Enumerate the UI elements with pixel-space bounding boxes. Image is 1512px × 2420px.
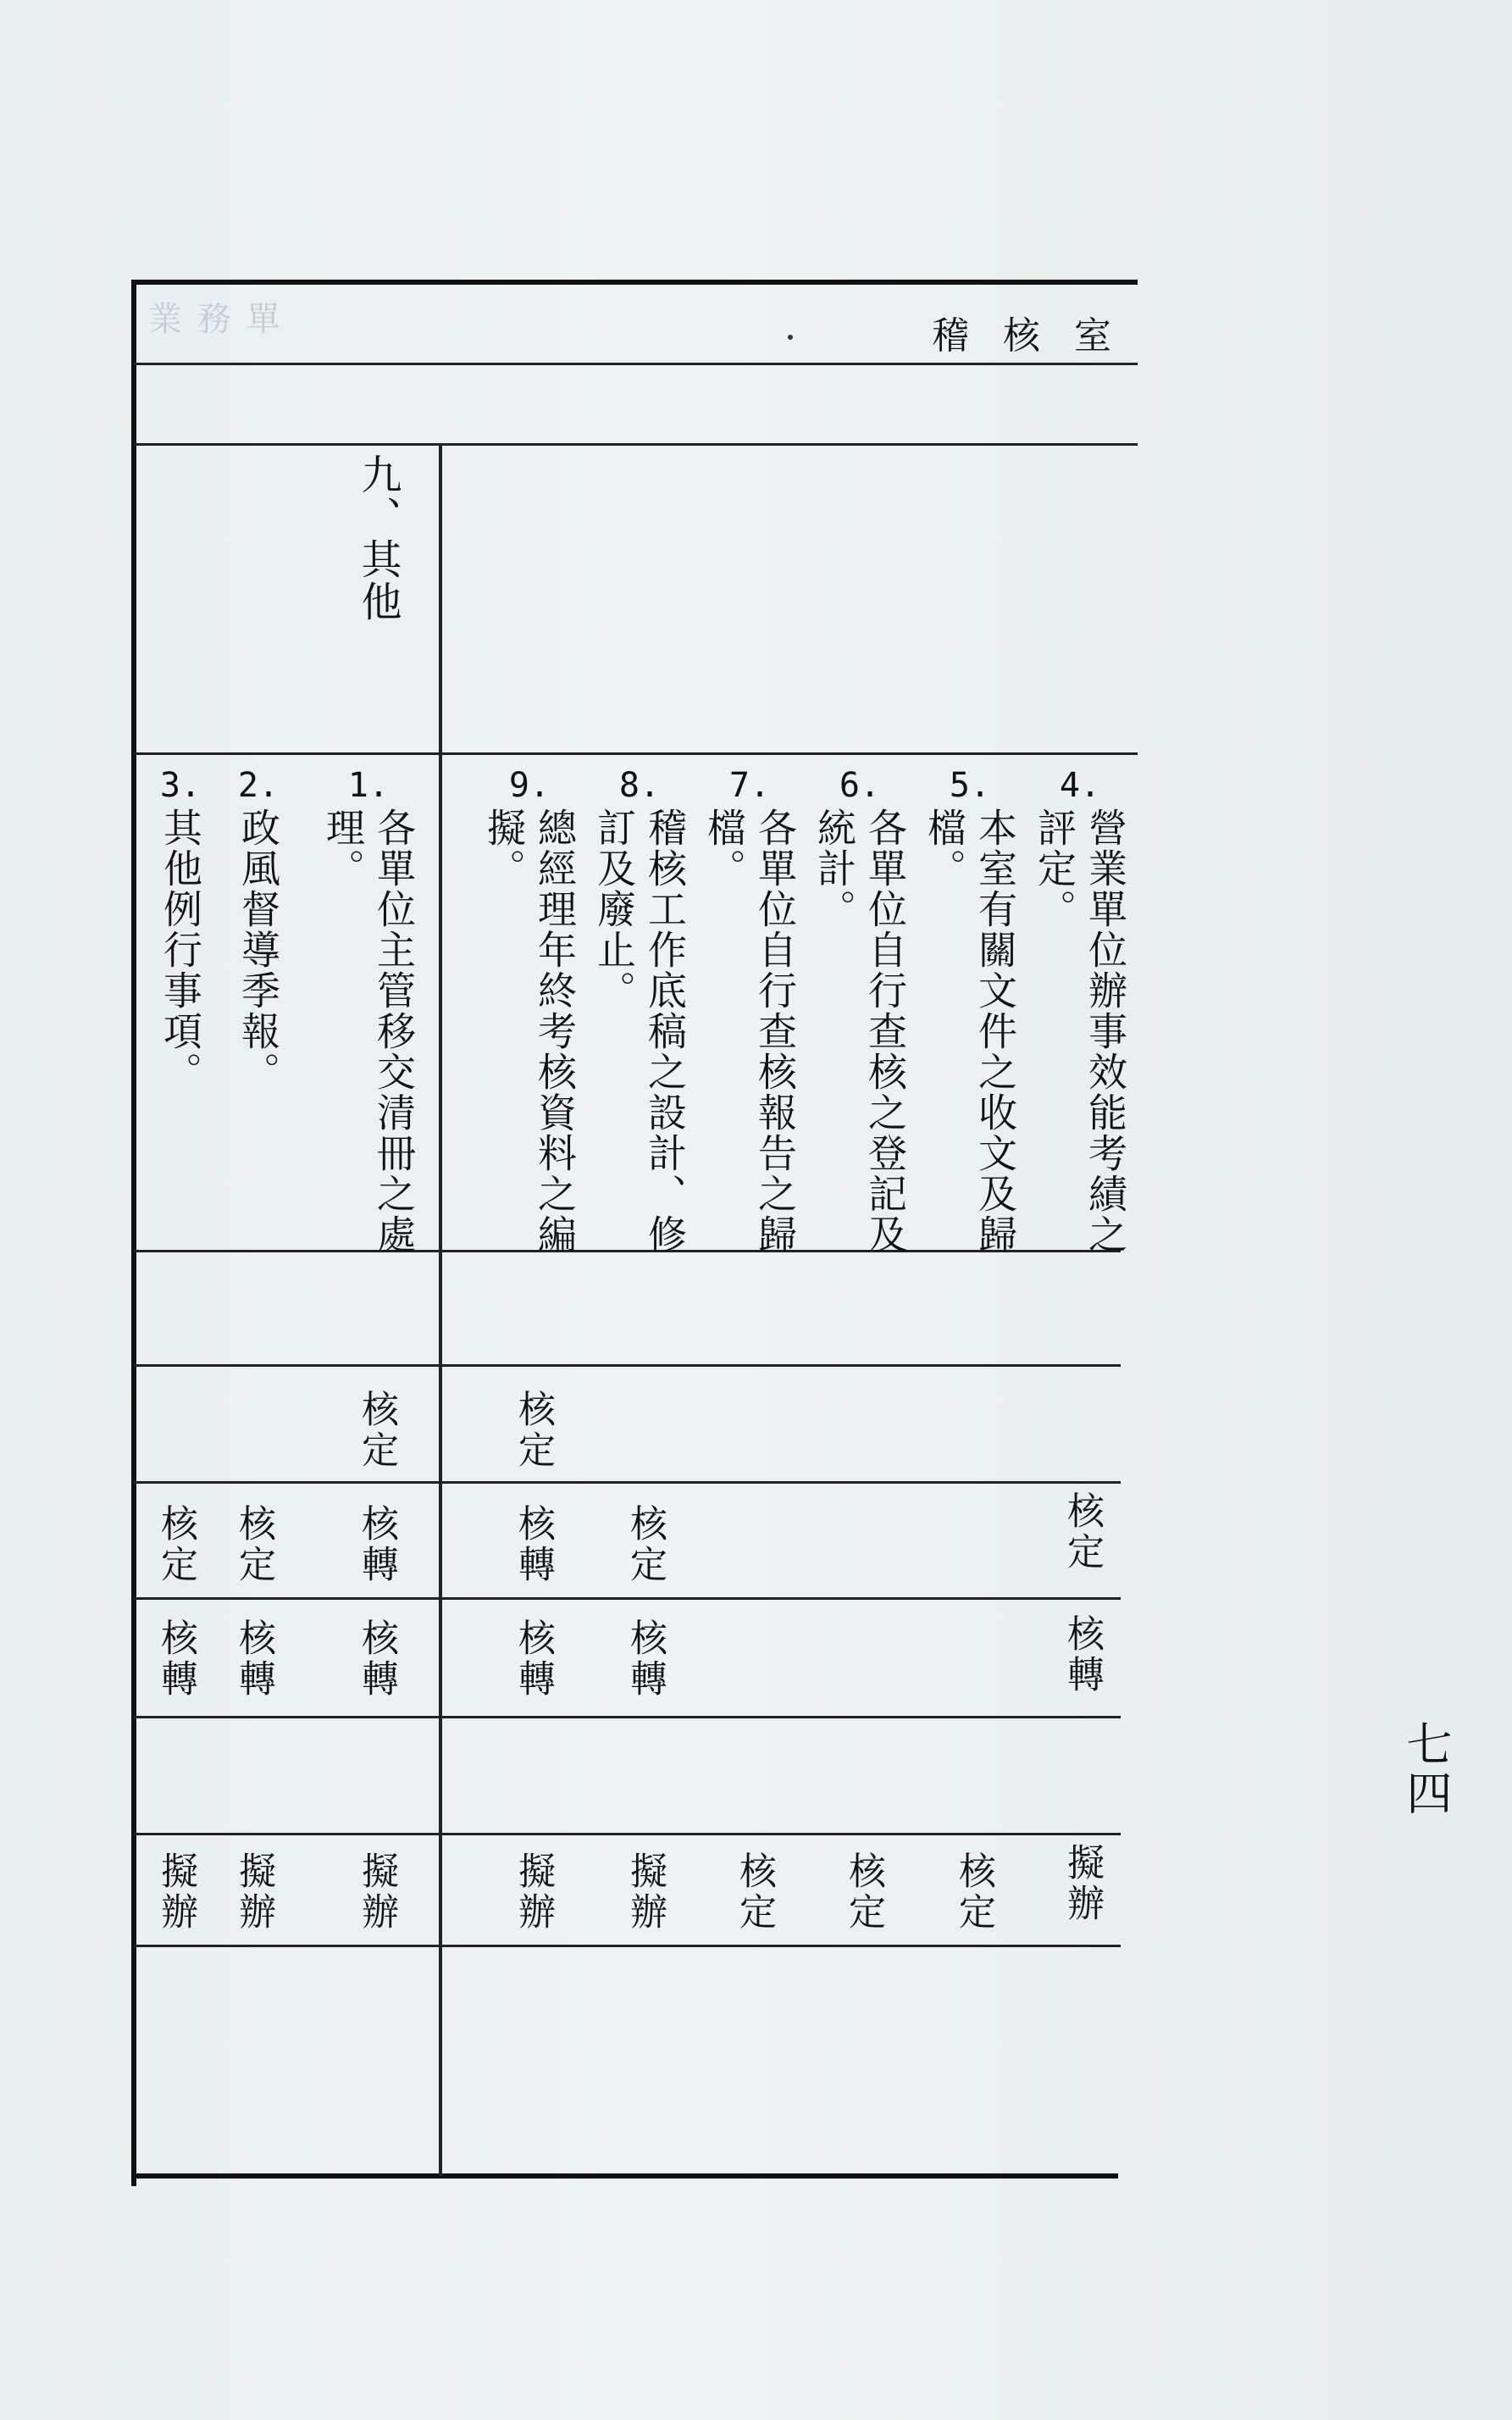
item-text: 其他例行事項。 — [158, 808, 203, 1092]
action-draft: 擬辦 — [623, 1851, 667, 1933]
item-number: 7. — [728, 766, 771, 805]
row-divider — [134, 1364, 1121, 1367]
table-bottom-border — [131, 2173, 1118, 2179]
item-text: 各單位自行查核報告之歸 檔。 — [701, 808, 798, 1255]
action-forward: 核轉 — [232, 1618, 275, 1700]
list-item — [699, 767, 800, 1255]
item-number: 6. — [839, 766, 881, 805]
list-item — [919, 767, 1021, 1255]
action-approve: 核定 — [842, 1851, 885, 1933]
item-text: 總經理年終考核資料之編 擬。 — [481, 808, 578, 1255]
item-text: 本室有關文件之收文及歸 檔。 — [922, 808, 1018, 1255]
action-forward: 核轉 — [512, 1618, 555, 1700]
action-draft: 擬辦 — [355, 1851, 398, 1933]
row-divider — [134, 752, 1138, 755]
action-approve: 核定 — [355, 1390, 398, 1471]
item-number: 2. — [237, 766, 280, 805]
row-divider — [134, 363, 1138, 365]
punctuation-dot — [788, 335, 793, 340]
item-number: 1. — [347, 766, 390, 805]
action-approve: 核定 — [512, 1390, 555, 1471]
item-text: 各單位主管移交清冊之處 理。 — [320, 808, 417, 1255]
item-number: 5. — [949, 766, 991, 805]
item-number: 3. — [159, 766, 202, 805]
action-forward: 核轉 — [623, 1618, 667, 1700]
item-text: 各單位自行查核之登記及 統計。 — [811, 808, 908, 1255]
list-item — [233, 767, 284, 1092]
action-forward: 核轉 — [154, 1618, 197, 1700]
row-divider — [134, 1481, 1121, 1484]
table-top-border — [134, 280, 1138, 285]
item-number: 8. — [618, 766, 661, 805]
column-divider — [439, 443, 442, 2176]
action-approve: 核定 — [733, 1851, 776, 1933]
page-number: 七四 — [1399, 1720, 1453, 1818]
row-divider — [134, 1716, 1121, 1718]
table-left-border — [131, 280, 136, 2186]
item-text: 政風督導季報。 — [235, 808, 281, 1092]
bleed-through-text: 業務單 — [148, 300, 296, 339]
list-item — [479, 767, 580, 1255]
action-draft: 擬辦 — [512, 1851, 555, 1933]
action-approve: 核定 — [952, 1851, 995, 1933]
action-draft: 擬辦 — [232, 1851, 275, 1933]
section-title: 稽核室 — [932, 314, 1145, 358]
list-item — [589, 767, 690, 1255]
action-forward: 核轉 — [355, 1618, 398, 1700]
row-divider — [134, 443, 1138, 446]
action-draft: 擬辦 — [154, 1851, 197, 1933]
action-forward: 核轉 — [512, 1504, 555, 1585]
row-divider — [134, 1945, 1121, 1947]
item-number: 4. — [1059, 766, 1101, 805]
action-approve: 核定 — [154, 1504, 197, 1585]
row-divider — [134, 1833, 1121, 1835]
list-item — [318, 767, 419, 1255]
action-forward: 核轉 — [1061, 1614, 1104, 1696]
list-item — [809, 767, 911, 1255]
action-approve: 核定 — [1061, 1491, 1104, 1573]
list-item — [155, 767, 206, 1092]
action-forward: 核轉 — [355, 1504, 398, 1585]
item-number: 9. — [508, 766, 551, 805]
list-item — [1029, 767, 1131, 1255]
item-text: 稽核工作底稿之設計、修 訂及廢止。 — [591, 808, 688, 1255]
action-draft: 擬辦 — [1061, 1843, 1104, 1924]
row-divider — [134, 1597, 1121, 1600]
action-approve: 核定 — [623, 1504, 667, 1585]
action-approve: 核定 — [232, 1504, 275, 1585]
item-text: 營業單位辦事效能考績之 評定。 — [1032, 808, 1128, 1255]
category-label: 九、其他 — [354, 453, 402, 623]
